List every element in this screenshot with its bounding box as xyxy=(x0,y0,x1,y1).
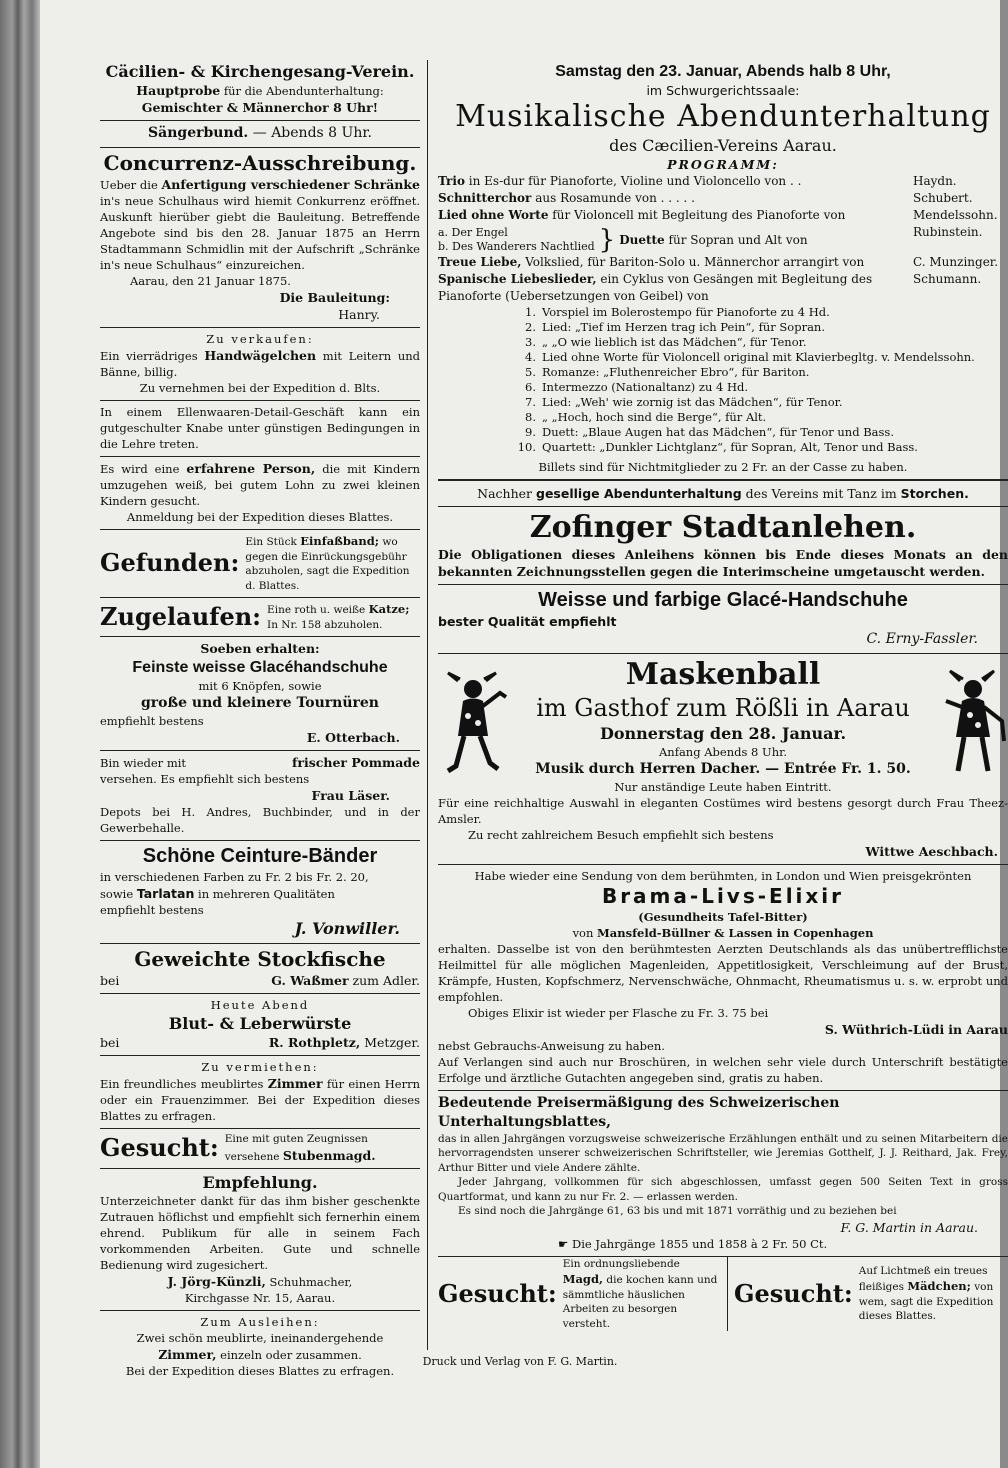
duet-rest: für Sopran und Alt von xyxy=(668,232,808,247)
program-item-dots: . . xyxy=(790,174,802,188)
numbered-item-number: 6. xyxy=(525,380,536,394)
numbered-item-number: 3. xyxy=(525,335,536,349)
gesucht2-t3: die kochen kann und sämmtliche häuslichen Arbeiten zu besorgen versteht. xyxy=(562,1274,718,1330)
concert-title: Musikalische Abendunterhaltung xyxy=(455,99,991,134)
numbered-item xyxy=(438,335,1008,350)
numbered-item xyxy=(438,410,1008,425)
pommade-t2: frischer Pommade xyxy=(292,755,420,770)
ad-empfehlung xyxy=(100,1169,420,1311)
zofinger-title: Zofinger Stadtanlehen. xyxy=(529,509,917,545)
ceinture-title: Schöne Ceinture-Bänder xyxy=(142,845,378,867)
gefunden-t3: wo gegen die Einrückungsgebühr abzuholen, sagt die Expedition d. Blattes. xyxy=(245,536,410,592)
zofinger-text: Die Obligationen dieses Anleihens können bis Ende dieses Monats an den bekannten Zeichnungsstellen gegen die Interimscheine umgetauscht werden. xyxy=(438,546,1008,579)
numbered-item-text: Lied: „Tief im Herzen trag ich Pein“, für Sopran. xyxy=(542,320,825,334)
brama-title: Brama-Livs-Elixir xyxy=(601,883,845,908)
gefunden-t2: Einfaßband; xyxy=(300,534,380,548)
verkaufen-t4: Zu vernehmen bei der Expedition d. Blts. xyxy=(139,381,381,395)
gefunden-word: Gefunden: xyxy=(100,548,240,577)
ausleihen-t3: einzeln oder zusammen. xyxy=(220,1348,362,1362)
program-item-desc: aus Rosamunde von xyxy=(535,191,657,205)
concurrenz-signer: Die Bauleitung: xyxy=(279,290,390,305)
numbered-item-number: 8. xyxy=(525,410,536,424)
program-item-composer: Haydn. xyxy=(913,174,957,188)
program-item-dots: . . . . . xyxy=(660,191,695,205)
after-b: gesellige Abendunterhaltung xyxy=(536,485,742,501)
pommade-t1: Bin wieder mit xyxy=(100,756,187,770)
handschuhe-t4: große und kleinere Tournüren xyxy=(141,695,379,711)
ad-gefunden xyxy=(100,530,420,598)
numbered-program xyxy=(438,305,1008,455)
gefunden-t1: Ein Stück xyxy=(245,536,297,548)
saengerbund-name: Sängerbund. xyxy=(148,125,249,141)
program-item-title: Schnitterchor xyxy=(438,191,532,205)
empfehlung-t4: Kirchgasse Nr. 15, Aarau. xyxy=(184,1291,336,1305)
duet-composer: Rubinstein. xyxy=(913,225,983,239)
wuerste-t2: Blut- & Leberwürste xyxy=(168,1014,352,1033)
ceinture-t2c: in mehreren Qualitäten xyxy=(198,887,335,901)
bottom-gesucht-row xyxy=(438,1257,1008,1332)
numbered-item-number: 2. xyxy=(525,320,536,334)
concurrenz-body-b: Anfertigung verschiedener Schränke xyxy=(161,177,420,192)
ad-maskenball xyxy=(438,654,1008,865)
gesucht3-t1: Auf Lichtmeß ein treues fleißiges xyxy=(858,1264,988,1294)
program-item xyxy=(438,173,1008,190)
preis-title: Bedeutende Preisermäßigung des Schweizerischen Unterhaltungsblattes, xyxy=(438,1094,840,1130)
vermiethen-t1: Ein freundliches meublirtes xyxy=(100,1077,264,1091)
ausleihen-t2: Zimmer, xyxy=(158,1347,217,1362)
brama-l2b: Mansfeld-Büllner & Lassen in Copenhagen xyxy=(597,925,874,940)
numbered-item-text: „ „O wie lieblich ist das Mädchen“, für Tenor. xyxy=(542,335,807,349)
numbered-item xyxy=(438,440,1008,455)
numbered-item-number: 1. xyxy=(525,305,536,319)
spanish-rest: ein Cyklus von Gesängen mit Begleitung des Pianoforte (Uebersetzungen von Geibel) von xyxy=(438,272,873,303)
preis-l3: Es sind noch die Jahrgänge 61, 63 bis und mit 1871 vorräthig und zu beziehen bei xyxy=(458,1205,897,1217)
wuerste-t1: Heute Abend xyxy=(210,998,310,1012)
numbered-item-text: Intermezzo (Nationaltanz) zu 4 Hd. xyxy=(542,380,749,394)
numbered-item-text: Quartett: „Dunkler Lichtglanz“, für Sopran, Alt, Tenor und Bass. xyxy=(542,440,918,454)
ad-saengerbund xyxy=(100,121,420,148)
ad-verkaufen xyxy=(100,328,420,401)
masken-l4: Musik durch Herren Dacher. — Entrée Fr. 1. 50. xyxy=(535,760,911,777)
empfehlung-t2: J. Jörg-Künzli, xyxy=(167,1274,266,1289)
program-list xyxy=(438,173,1008,224)
program-item-title: Lied ohne Worte xyxy=(438,208,549,222)
caecilien-l2: Gemischter & Männerchor 8 Uhr! xyxy=(141,100,379,115)
numbered-item xyxy=(438,350,1008,365)
ausleihen-t4: Bei der Expedition dieses Blattes zu erfragen. xyxy=(125,1364,395,1378)
ausleihen-t1: Zwei schön meublirte, ineinandergehende xyxy=(136,1331,384,1345)
masken-l5: Nur anständige Leute haben Eintritt. xyxy=(614,779,832,794)
program-item-composer: Mendelssohn. xyxy=(913,208,998,222)
preis-signature: F. G. Martin in Aarau. xyxy=(840,1219,978,1235)
brama-l1: Habe wieder eine Sendung von dem berühmten, in London und Wien preisgekrönten xyxy=(474,868,972,883)
brama-body: erhalten. Dasselbe ist von den berühmtesten Aerzten Deutschlands als das unübertrefflichste Heilmittel für alle möglichen Magenleiden, Appetitlosigkeit, Verschleimung auf der Brust, Krämpfe, Husten, Kopfschmerz, Nervenschwäche, Ohnmacht, Rheumatismus u. s. w. erprobt und empfohlen. xyxy=(438,941,1008,1004)
gesucht1-word: Gesucht: xyxy=(100,1133,219,1162)
numbered-item xyxy=(438,320,1008,335)
handschuhe-t1: Soeben erhalten: xyxy=(200,641,320,656)
ceinture-t2b: Tarlatan xyxy=(136,886,195,901)
treue-composer: C. Munzinger. xyxy=(913,255,999,269)
column-divider xyxy=(427,60,428,1350)
stockfische-t1: bei xyxy=(100,973,120,988)
ceinture-t1: in verschiedenen Farben zu Fr. 2 bis Fr. 2. 20, xyxy=(100,870,369,884)
gesucht3-word: Gesucht: xyxy=(734,1278,853,1308)
person-t3: die mit Kindern umzugehen weiß, bei gutem Lohn zu zwei kleinen Kindern gesucht. xyxy=(100,462,421,508)
numbered-item-text: Vorspiel im Bolerostempo für Pianoforte zu 4 Hd. xyxy=(542,305,830,319)
after-c: des Vereins mit Tanz im xyxy=(745,485,897,501)
numbered-item xyxy=(438,395,1008,410)
concurrenz-body-c: in's neue Schulhaus wird hiemit Conkurrenz eröffnet. Auskunft hierüber giebt die Bauleitung. Betreffende Angebote sind bis den 28. Januar 1875 an Herrn Stadtammann Schmidlin mit der Aufschrift „Schränke in's neue Schulhaus“ einzureichen. xyxy=(100,194,420,272)
program-item xyxy=(438,207,1008,224)
masken-l7: Zu recht zahlreichem Besuch empfiehlt sich bestens xyxy=(468,827,774,842)
zugelaufen-word: Zugelaufen: xyxy=(100,601,262,631)
concurrenz-name: Hanry. xyxy=(338,307,380,322)
ceinture-t3: empfiehlt bestens xyxy=(100,903,204,917)
pommade-t5: Depots bei H. Andres, Buchbinder, und in der Gewerbehalle. xyxy=(100,805,420,835)
empfehlung-t3: Schuhmacher, xyxy=(269,1275,353,1289)
ad-vermiethen xyxy=(100,1056,420,1129)
vermiethen-t3: für einen Herrn oder ein Frauenzimmer. Bei der Expedition dieses Blattes zu erfragen. xyxy=(100,1077,421,1123)
caecilien-title: Cäcilien- & Kirchengesang-Verein. xyxy=(105,62,415,81)
brama-l3: nebst Gebrauchs-Anweisung zu haben. xyxy=(438,1038,665,1053)
program-item-desc: für Violoncell mit Begleitung des Pianoforte von xyxy=(552,208,846,222)
masken-signature: Wittwe Aeschbach. xyxy=(865,843,998,859)
ad-gesucht-magd xyxy=(438,1257,728,1332)
concert-billets: Billets sind für Nichtmitglieder zu 2 Fr. an der Casse zu haben. xyxy=(538,460,908,474)
zugelaufen-t2: Katze; xyxy=(368,602,410,616)
numbered-item-number: 7. xyxy=(525,395,536,409)
masken-l3: Anfang Abends 8 Uhr. xyxy=(658,744,787,759)
ad-stockfische xyxy=(100,944,420,994)
ceinture-t4: J. Vonwiller. xyxy=(294,919,400,938)
caecilien-l1: für die Abendunterhaltung: xyxy=(223,84,384,98)
caecilien-hauptprobe: Hauptprobe xyxy=(136,83,221,98)
numbered-item xyxy=(438,425,1008,440)
program-spanish xyxy=(438,271,1008,305)
spanish-composer: Schumann. xyxy=(913,272,982,286)
verkaufen-title: Zu verkaufen: xyxy=(206,332,314,346)
numbered-item-text: Lied ohne Worte für Violoncell original mit Klavierbegltg. v. Mendelssohn. xyxy=(542,350,975,364)
numbered-item-text: Romanze: „Fluthenreicher Ebro“, für Bariton. xyxy=(542,365,810,379)
ad-preis xyxy=(438,1091,1008,1257)
zugelaufen-t3: In Nr. 158 abzuholen. xyxy=(267,618,383,631)
handschuhe-t2: Feinste weisse Glacéhandschuhe xyxy=(132,659,388,676)
duet-a: a. Der Engel xyxy=(438,226,508,239)
brama-l4: Auf Verlangen sind auch nur Broschüren, in welchen sehr viele durch Unterschrift bestätigte Erfolge und ärztliche Gutachten angegeben sind, gratis zu haben. xyxy=(438,1054,1008,1085)
treue-rest: Volkslied, für Bariton-Solo u. Männerchor arrangirt von xyxy=(525,255,865,269)
treue-bold: Treue Liebe, xyxy=(438,255,522,269)
after-d: Storchen. xyxy=(900,485,969,501)
duet-b: b. Des Wanderers Nachtlied xyxy=(438,240,595,253)
numbered-item xyxy=(438,365,1008,380)
numbered-item-number: 10. xyxy=(517,440,536,454)
gesucht3-t3: von wem, sagt die Expedition dieses Blattes. xyxy=(858,1281,994,1323)
brama-l2a: von xyxy=(572,925,594,940)
concurrenz-date: Aarau, den 21 Januar 1875. xyxy=(130,274,291,288)
handschuhe-t6: E. Otterbach. xyxy=(306,730,400,745)
brama-seller: S. Wüthrich-Lüdi xyxy=(824,1021,945,1037)
person-t1: Es wird eine xyxy=(100,462,180,476)
handschuhe-t3: mit 6 Knöpfen, sowie xyxy=(198,679,322,693)
wuerste-t5: Metzger. xyxy=(364,1035,420,1050)
zugelaufen-t1: Eine roth u. weiße xyxy=(267,604,366,616)
verkaufen-t2: Handwägelchen xyxy=(204,348,317,363)
ad-concurrenz xyxy=(100,148,420,328)
numbered-item xyxy=(438,380,1008,395)
ad-wuerste xyxy=(100,994,420,1056)
ad-zofinger xyxy=(438,507,1008,585)
preis-l2: Jeder Jahrgang, vollkommen für sich abgeschlossen, umfasst gegen 500 Seiten Text in gross Quartformat, und kann zu nur Fr. 2. — erlassen werden. xyxy=(438,1176,1008,1203)
ad-gesucht-stubenmagd xyxy=(100,1129,420,1169)
ad-handschuhe xyxy=(100,637,420,751)
masken-l2: Donnerstag den 28. Januar. xyxy=(599,723,847,743)
numbered-item-number: 5. xyxy=(525,365,536,379)
brama-seller-place: in Aarau xyxy=(948,1021,1008,1037)
left-column xyxy=(100,58,420,1383)
ad-ausleihen xyxy=(100,1311,420,1383)
pommade-t4: Frau Läser. xyxy=(311,788,390,803)
imprint-footer: Druck und Verlag von F. G. Martin. xyxy=(422,1355,618,1368)
ausleihen-title: Zum Ausleihen: xyxy=(200,1315,320,1329)
ad-person xyxy=(100,457,420,530)
ceinture-t2a: sowie xyxy=(100,887,134,901)
wuerste-t4: R. Rothpletz, xyxy=(268,1035,361,1050)
concert-date: Samstag den 23. Januar, Abends halb 8 Uhr, xyxy=(555,63,891,80)
verkaufen-t3: mit Leitern und Bänne, billig. xyxy=(100,349,421,379)
masken-l1: im Gasthof zum Rößli in Aarau xyxy=(536,693,910,722)
numbered-item-text: Lied: „Weh' wie zornig ist das Mädchen“, für Tenor. xyxy=(542,395,843,409)
handschuhe-t5: empfiehlt bestens xyxy=(100,714,204,728)
stockfische-t3: zum Adler. xyxy=(352,973,420,988)
book-spine xyxy=(0,0,40,1468)
glace-signature: C. Erny-Fassler. xyxy=(866,630,978,647)
numbered-item-text: Duett: „Blaue Augen hat das Mädchen“, für Tenor und Bass. xyxy=(542,425,894,439)
gesucht1-t1: Eine mit guten Zeugnissen versehene xyxy=(224,1133,368,1163)
vermiethen-t2: Zimmer xyxy=(267,1076,323,1091)
gesucht2-word: Gesucht: xyxy=(438,1278,557,1308)
program-item-title: Trio xyxy=(438,174,465,188)
jester-left-illustration xyxy=(438,671,508,781)
ad-concert xyxy=(438,58,1008,507)
gesucht3-t2: Mädchen; xyxy=(907,1279,971,1294)
numbered-item xyxy=(438,305,1008,320)
brama-sub: (Gesundheits Tafel-Bitter) xyxy=(638,909,808,924)
program-treue xyxy=(438,254,1008,271)
program-item xyxy=(438,190,1008,207)
newspaper-page xyxy=(40,0,1008,1468)
pointing-hand-icon: ☛ xyxy=(558,1236,572,1251)
vermiethen-title: Zu vermiethen: xyxy=(201,1060,319,1074)
ad-caecilien xyxy=(100,58,420,121)
ad-ellenwaaren: In einem Ellenwaaren-Detail-Geschäft kann ein gutgeschulter Knabe unter günstigen Bedingungen in die Lehre treten. xyxy=(100,401,420,457)
program-heading: PROGRAMM: xyxy=(667,157,779,172)
ad-ceinture xyxy=(100,841,420,944)
preis-l4: Die Jahrgänge 1855 und 1858 à 2 Fr. 50 Ct. xyxy=(571,1236,828,1251)
verkaufen-t1: Ein vierrädriges xyxy=(100,349,198,363)
stockfische-title: Geweichte Stockfische xyxy=(134,947,386,971)
gesucht2-t2: Magd, xyxy=(562,1272,604,1286)
gesucht1-t2: Stubenmagd. xyxy=(282,1147,376,1163)
ad-gesucht-maedchen xyxy=(728,1257,1008,1332)
concurrenz-body-a: Ueber die xyxy=(100,178,158,192)
empfehlung-title: Empfehlung. xyxy=(202,1173,318,1192)
person-t2: erfahrene Person, xyxy=(186,461,316,476)
wuerste-t3: bei xyxy=(100,1035,120,1050)
numbered-item-text: „ „Hoch, hoch sind die Berge“, für Alt. xyxy=(542,410,767,424)
concurrenz-title: Concurrenz-Ausschreibung. xyxy=(103,151,417,175)
spanish-bold: Spanische Liebeslieder, xyxy=(438,272,597,286)
person-t4: Anmeldung bei der Expedition dieses Blattes. xyxy=(126,510,394,524)
glace-sub: bester Qualität empfiehlt xyxy=(438,613,617,629)
program-item-composer: Schubert. xyxy=(913,191,973,205)
numbered-item-number: 9. xyxy=(525,425,536,439)
program-duet: a. Der Engel b. Des Wanderers Nachtlied } Duette für Sopran und Alt von Rubinstein. xyxy=(438,224,1008,254)
duet-word: Duette xyxy=(619,232,665,247)
preis-body: das in allen Jahrgängen vorzugsweise schweizerische Erzählungen enthält und zu seinen Mitarbeitern die hervorragendsten unserer schweizerischen Schriftsteller, wie Jeremias Gotthelf, J. J. Reithard, Jak. Frey, Arthur Bitter und viele Andere zählte. xyxy=(438,1132,1008,1174)
saengerbund-time: — Abends 8 Uhr. xyxy=(252,125,372,141)
ad-zugelaufen xyxy=(100,598,420,637)
masken-title: Maskenball xyxy=(625,656,821,692)
program-item-desc: in Es-dur für Pianoforte, Violine und Violoncello von xyxy=(468,174,787,188)
jester-right-illustration xyxy=(938,671,1008,781)
empfehlung-t1: Unterzeichneter dankt für das ihm bisher geschenkte Zutrauen höflichst und empfiehlt sich fernerhin einem ehrend. Publikum für alle in seinem Fach vorkommenden Arbeiten. Gute und schnelle Bedienung wird zugesichert. xyxy=(100,1194,420,1272)
stockfische-t2: G. Waßmer xyxy=(271,973,349,988)
ad-glace xyxy=(438,585,1008,654)
after-a: Nachher xyxy=(477,485,533,501)
concert-venue: im Schwurgerichtssaale: xyxy=(646,83,800,98)
masken-l6: Für eine reichhaltige Auswahl in eleganten Costümes wird bestens gesorgt durch Frau Theez-Amsler. xyxy=(438,795,1008,826)
brama-price: Obiges Elixir ist wieder per Flasche zu Fr. 3. 75 bei xyxy=(468,1005,769,1020)
pommade-t3: versehen. Es empfiehlt sich bestens xyxy=(100,772,310,786)
numbered-item-number: 4. xyxy=(525,350,536,364)
concert-sub: des Cæcilien-Vereins Aarau. xyxy=(609,136,837,155)
ad-pommade xyxy=(100,751,420,841)
gesucht2-t1: Ein ordnungsliebende xyxy=(562,1257,680,1270)
glace-title: Weisse und farbige Glacé-Handschuhe xyxy=(538,588,908,611)
right-column xyxy=(438,58,1008,1331)
ad-brama xyxy=(438,865,1008,1091)
